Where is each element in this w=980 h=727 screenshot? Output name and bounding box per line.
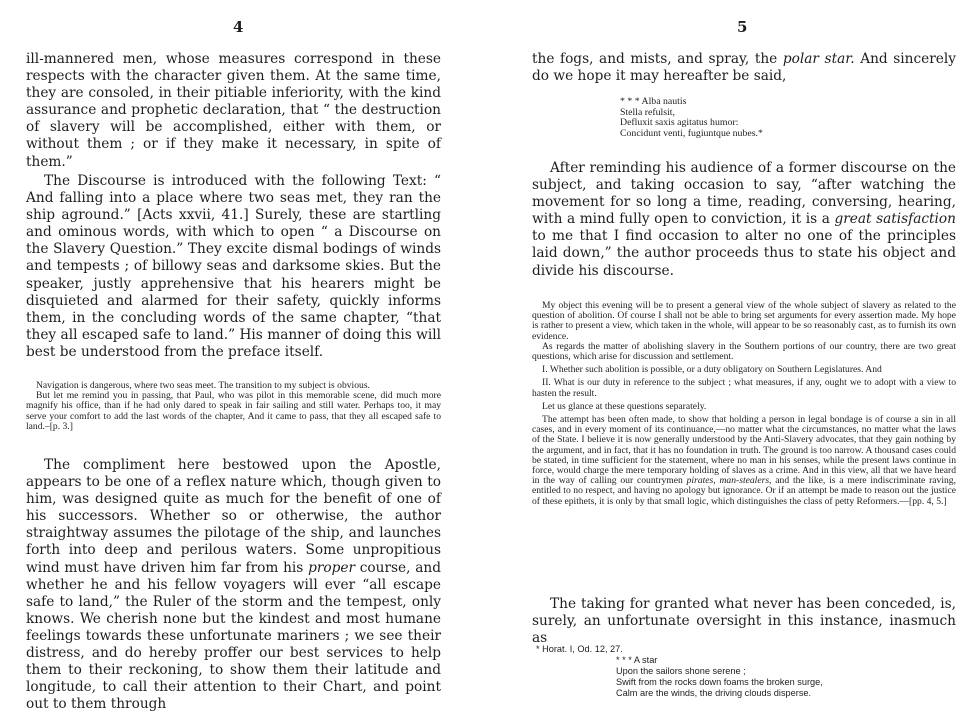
paragraph: The Discourse is introduced with the following Text: “ And falling into a place where two seas met, they ran the ship aground.” [Acts xxvii, 41.] Surely, these are startling and ominous words, with which to open “ a Discourse on the Slavery Question.” They excite dismal bodings of winds and tempests ; of billowy seas and darksome skies. But the speaker, justly apprehensive that his hearers might be disquieted and alarmed for their safety, quickly informs them, in the concluding words of the same chapter, “that they all escaped safe to land.” His manner of doing this will best be understood from the preface itself. [26, 173, 441, 360]
latin-verse [620, 97, 850, 139]
italic-text: polar star. [782, 51, 855, 67]
quote-line: As regards the matter of abolishing slavery in the Southern portions of our country, there are two great questions, which arise for discussion and settlement. [532, 340, 956, 363]
quote-line: My object this evening will be to present a general view of the whole subject of slavery as related to the question of abolition. Of course I shall not be able to bring set arguments for every assertion made. My hope is rather to present a view, which taken in the whole, will appear to be so reasonably cast, as to furnish its own evidence. [532, 300, 956, 342]
right-page [490, 0, 980, 727]
italic-text: great satisfaction [834, 211, 956, 228]
verse-line: Concidunt venti, fugiuntque nubes.* [620, 127, 763, 139]
italic-text: proper [308, 559, 356, 576]
footnote [532, 644, 956, 699]
text-run: And sincerely do we hope it may hereafter be said, [532, 51, 956, 85]
text-run: and the like, is a mere indiscriminate raving, entitled to no respect, and having no apology but ignorance. Or if an attempt be made to reason out the justice of these epithets, it is only by that small logic, which distinguishes the class of petty Reformers.—[pp. 4, 5.] [532, 475, 956, 507]
block-quote [26, 381, 441, 432]
paragraph [26, 457, 441, 713]
quote-line: Navigation is dangerous, where two seas meet. The transition to my subject is obvious. [36, 380, 370, 391]
verse-line: Defluxit saxis agitatus humor: [620, 117, 739, 128]
verse-line: * * * Alba nautis [620, 96, 687, 107]
verse-line: Stella refulsit, [620, 106, 675, 118]
text-run: The compliment here bestowed upon the Apostle, appears to be one of a reflex nature which, though given to him, was designed quite as much for the benefit of one of his successors. Whether so or otherwise, the author straightway assumes the pilotage of the ship, and launches forth into deep and perilous waters. Some unpropitious wind must have driven him far from his [26, 457, 441, 576]
footnote-line: Upon the sailors shone serene ; [616, 666, 746, 676]
text-run: course, and whether he and his fellow voyagers will ever “all escape safe to land,” the Ruler of the storm and the tempest, only knows. We cherish none but the kindest and most humane feelings towards these unfortunate mariners ; we see their distress, and do hereby proffer our best services to help them to their reckoning, to show them their latitude and longitude, to call their attention to their Chart, and point out to them through [26, 559, 441, 713]
block-quote [532, 301, 956, 507]
quote-line: But let me remind you in passing, that Paul, who was pilot in this memorable scene, did much more magnify his office, than if he had only dared to speak in fair sailing and still water. Perhaps too, it may serve your comfort to add the last words of the chapter, And it came to pass, that they all escaped safe to land.–[p. 3.] [26, 390, 441, 432]
paragraph: ill-mannered men, whose measures correspond in these respects with the character given them. At the same time, they are consoled, in their pitiable inferiority, with the kind assurance and prophetic declaration, that “ the destruction of slavery will be accomplished, either with them, or without them ; or if they make it necessary, in spite of them.” [26, 51, 441, 170]
paragraph: The taking for granted what never has been conceded, is, surely, an unfortunate oversight in this instance, inasmuch as [532, 596, 956, 647]
footnote-line: * Horat. I, Od. 12, 27. [536, 644, 623, 654]
quote-line: I. Whether such abolition is possible, or a duty obligatory on Southern Legislatures. And [542, 364, 882, 376]
text-run: to me that I find occasion to alter no one of the principles laid down,” the author proceeds thus to state his object and divide his discourse. [532, 228, 956, 279]
page-number: 4 [233, 18, 244, 36]
paragraph [532, 160, 956, 280]
page-number: 5 [737, 18, 748, 36]
italic-text: pirates, man-stealers, [686, 475, 772, 487]
text-run: After reminding his audience of a former discourse on the subject, and taking occasion to say, “after watching the movement for so long a time, reading, conversing, hearing, with a mind fully open to conviction, it is a [532, 160, 956, 228]
paragraph [532, 51, 956, 85]
quote-line: Let us glance at these questions separately. [542, 400, 707, 412]
footnote-line: * * * A star [616, 655, 658, 665]
text-run: The attempt has been often made, to show that holding a person in legal bondage is of course a sin in all cases, and in every moment of its continuance,—no matter what the circumstances, no matter what the laws of the State. I believe it is now generally understood by the Anti-Slavery advocates, that they gain nothing by the argument, and in fact, that it has no foundation in truth. The ground is too narrow. A thousand cases could be stated, in time sufficient for the statement, where no man in his senses, while the present laws continue in force, would charge the mere temporary holding of slaves as a crime. And in this view, all that we have heard in the way of calling our countrymen [532, 414, 956, 487]
footnote-line: Swift from the rocks down foams the broken surge, [616, 677, 823, 687]
quote-line: II. What is our duty in reference to the subject ; what measures, if any, ought we to adopt with a view to hasten the result. [532, 377, 956, 399]
footnote-line: Calm are the winds, the driving clouds disperse. [616, 688, 812, 698]
quote-line [532, 415, 956, 507]
text-run: the fogs, and mists, and spray, the [532, 51, 783, 67]
